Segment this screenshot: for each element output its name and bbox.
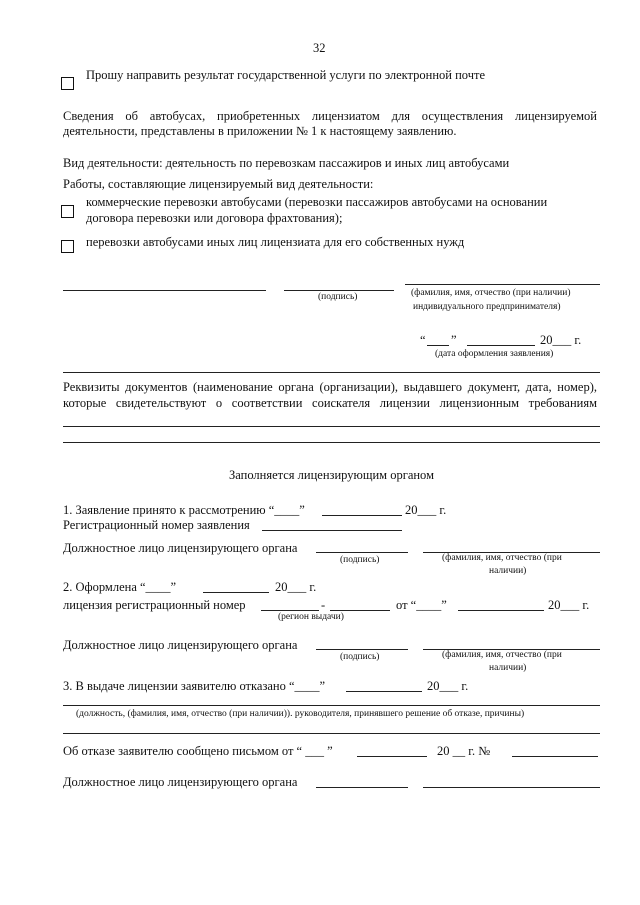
refusal-details-line[interactable] [63, 705, 600, 706]
license-number-field[interactable] [330, 610, 390, 611]
official-2-name-caption-line1: (фамилия, имя, отчество (при [442, 650, 562, 660]
applicant-extra-line[interactable] [63, 290, 266, 291]
applicant-name-line[interactable] [405, 284, 600, 285]
buses-info-line1: Сведения об автобусах, приобретенных лицензиатом для осуществления лицензируемой [63, 109, 597, 123]
item3-refused-label: 3. В выдаче лицензии заявителю отказано “____” [63, 679, 326, 693]
license-month-field[interactable] [458, 610, 544, 611]
requisites-field-2[interactable] [63, 442, 600, 443]
official-1-signature-caption: (подпись) [340, 555, 380, 565]
date-caption: (дата оформления заявления) [435, 349, 554, 359]
item3-year-field[interactable]: 20___ г. [427, 679, 469, 693]
applicant-signature-caption: (подпись) [318, 292, 358, 302]
item1-month-field[interactable] [322, 515, 402, 516]
email-result-checkbox[interactable] [61, 77, 74, 90]
official-3-name-line[interactable] [423, 787, 600, 788]
notified-letter-number-field[interactable] [512, 756, 598, 757]
date-year-field[interactable]: 20___ г. [540, 333, 582, 347]
official-1-signature-line[interactable] [316, 552, 408, 553]
license-from-label: от “____” [396, 598, 447, 612]
item2-month-field[interactable] [203, 592, 269, 593]
official-2-name-caption-line2: наличии) [489, 663, 527, 673]
applicant-name-caption-line1: (фамилия, имя, отчество (при наличии) [411, 288, 571, 298]
authority-heading: Заполняется лицензирующим органом [229, 468, 434, 482]
official-1-name-caption-line1: (фамилия, имя, отчество (при [442, 553, 562, 563]
refusal-details-line-2[interactable] [63, 733, 600, 734]
official-3-signature-line[interactable] [316, 787, 408, 788]
official-label-1: Должностное лицо лицензирующего органа [63, 541, 298, 555]
own-needs-label: перевозки автобусами иных лиц лицензиата для его собственных нужд [86, 235, 465, 249]
notified-month-field[interactable] [357, 756, 427, 757]
official-label-3: Должностное лицо лицензирующего органа [63, 775, 298, 789]
commercial-transport-line1: коммерческие перевозки автобусами (перевозки пассажиров автобусами на основании [86, 195, 548, 209]
own-needs-checkbox[interactable] [61, 240, 74, 253]
requisites-line2: которые свидетельствуют о соответствии соискателя лицензии лицензионным требованиям [63, 396, 597, 410]
requisites-line1: Реквизиты документов (наименование органа (организации), выдавшего документ, дата, номер), [63, 380, 597, 394]
date-month-field[interactable] [467, 345, 535, 346]
refusal-caption: (должность, (фамилия, имя, отчество (при наличии)). руководителя, принявшего решение об отказе, причины) [76, 709, 525, 719]
item1-accepted-label: 1. Заявление принято к рассмотрению “____” [63, 503, 305, 517]
reg-number-label: Регистрационный номер заявления [63, 518, 250, 532]
commercial-transport-checkbox[interactable] [61, 205, 74, 218]
buses-info-line2: деятельности, представлены в приложении № 1 к настоящему заявлению. [63, 124, 457, 138]
reg-number-field[interactable] [262, 530, 402, 531]
license-year-field[interactable]: 20___ г. [548, 598, 590, 612]
region-caption: (регион выдачи) [278, 612, 344, 622]
item3-month-field[interactable] [346, 691, 422, 692]
official-1-name-caption-line2: наличии) [489, 566, 527, 576]
date-quote-close: ” [451, 333, 457, 347]
email-result-label: Прошу направить результат государственной услуги по электронной почте [86, 68, 485, 82]
applicant-signature-line[interactable] [284, 290, 394, 291]
license-reg-label: лицензия регистрационный номер [63, 598, 246, 612]
license-dash: - [321, 598, 326, 612]
official-label-2: Должностное лицо лицензирующего органа [63, 638, 298, 652]
section-divider [63, 372, 600, 373]
item1-year-field[interactable]: 20___ г. [405, 503, 447, 517]
activity-type: Вид деятельности: деятельность по перевозкам пассажиров и иных лиц автобусами [63, 156, 510, 170]
item2-year-field[interactable]: 20___ г. [275, 580, 317, 594]
commercial-transport-line2: договора перевозки или договора фрахтования); [86, 211, 343, 225]
page-number: 32 [313, 41, 326, 55]
official-2-signature-line[interactable] [316, 649, 408, 650]
date-quote-open: “ [420, 333, 426, 347]
requisites-field-1[interactable] [63, 426, 600, 427]
official-2-signature-caption: (подпись) [340, 652, 380, 662]
item2-issued-label: 2. Оформлена “____” [63, 580, 177, 594]
applicant-name-caption-line2: индивидуального предпринимателя) [413, 302, 561, 312]
date-day-field[interactable] [427, 345, 449, 346]
works-label: Работы, составляющие лицензируемый вид деятельности: [63, 177, 374, 191]
notified-label: Об отказе заявителю сообщено письмом от “ ___ ” [63, 744, 333, 758]
notified-year-label: 20 __ г. № [437, 744, 491, 758]
license-region-field[interactable] [261, 610, 319, 611]
